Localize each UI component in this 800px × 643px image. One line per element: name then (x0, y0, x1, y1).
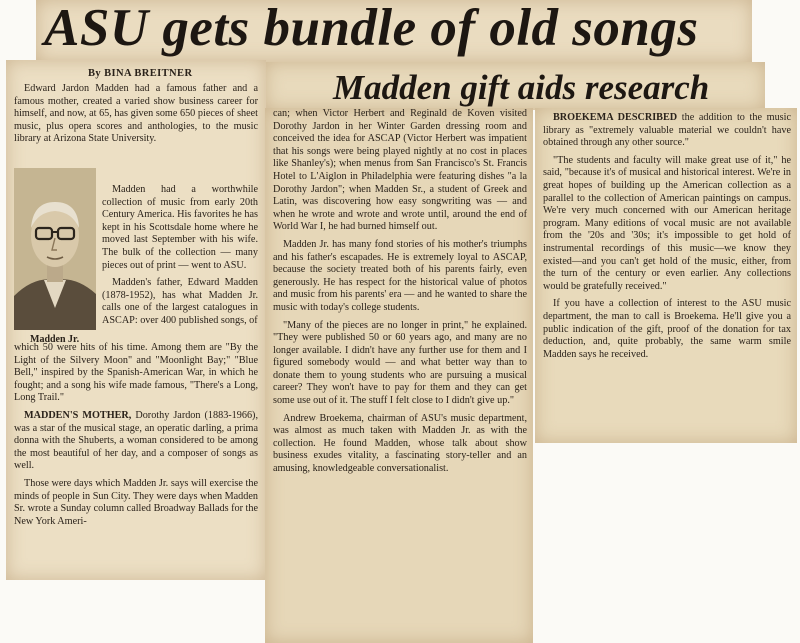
paragraph: Edward Jardon Madden had a famous father and a famous mother, created a varied show business career for himself, and now, at 65, has given some 650 pieces of sheet music, plus opera scores and anthologies, to the music library at Arizona State University. (14, 83, 258, 145)
article-column-1-bottom (14, 342, 258, 533)
article-column-1-beside-photo (102, 184, 258, 333)
paragraph (14, 410, 258, 473)
section-lead: BROEKEMA DESCRIBED (553, 112, 678, 123)
byline: By BINA BREITNER (88, 68, 193, 79)
portrait-photo (14, 168, 96, 330)
paragraph: "The students and faculty will make great use of it," he said, "because it's of musical and historical interest. We're in great hopes of building up the American collection as a parallel to the collection of American paintings on campus. We're very much concerned with our American heritage program. Many editions of vocal music are not available from the '20s and '30s; it's impossible to get hold of instrumental recordings of this music—we know they existed—and you can't get hold of the music, either, from the turn of the century or even earlier. Any collections would be gratefully received." (543, 154, 791, 292)
section-lead: MADDEN'S MOTHER, (24, 409, 132, 421)
article-column-2 (273, 108, 527, 481)
paragraph (543, 112, 791, 150)
article-column-3 (543, 112, 791, 366)
photo-caption: Madden Jr. (30, 334, 80, 345)
paragraph-text: the addition to the music library as "extremely valuable material we couldn't have obtained through any other source." (543, 112, 791, 149)
paragraph: "Many of the pieces are no longer in print," he explained. "They were published 50 or 60 years ago, and many are no longer available. I didn't have any further use for them and I figured somebody would — and what better way than to donate them to young students who are pursuing a musical career? They won't have to pay for them and they can get some use out of it. The stuff I felt close to I didn't give up." (273, 319, 527, 407)
paragraph: Madden's father, Edward Madden (1878-1952), has what Madden Jr. calls one of the largest catalogues in ASCAP: over 400 published songs, of (102, 277, 258, 326)
paragraph: Madden Jr. has many fond stories of his mother's triumphs and his father's escapades. He is extremely loyal to ASCAP, because the society treated both of his parents fairly, even generously. He has respect for the historical value of photos and music from his parents' era — and he wanted to share the music with today's college students. (273, 238, 527, 313)
paragraph-text: Dorothy Jardon (1883-1966), was a star of the musical stage, an operatic darling, a prima donna with the Shuberts, a woman considered to be among the most beautiful of her day, and a composer of songs as well. (14, 409, 258, 472)
paragraph: Those were days which Madden Jr. says will exercise the minds of people in Sun City. They were days when Madden Sr. wrote a Sunday column called Broadway Ballads for the New York Ameri- (14, 477, 258, 527)
paragraph: Andrew Broekema, chairman of ASU's music department, was almost as much taken with Madden Jr. as with the collection. He found Madden, whose talk about show business exudes vitality, a fascinating story-teller and an amusing, knowledgeable conversationalist. (273, 412, 527, 475)
paragraph: can; when Victor Herbert and Reginald de Koven visited Dorothy Jardon in her Winter Garden dressing room and conceived the idea for ASCAP (Victor Herbert was impatient that his songs were being played nightly at no cost in places like Shanley's); when menus from San Francisco's St. Francis Hotel to L'Aiglon in Philadelphia were featuring dishes "a la Dorothy Jardon"; when Madden Sr., a student of Greek and Latin, was discovering how easy songwriting was — and when he wrote and wrote and wrote until, around the end of World War I, he had burned himself out. (273, 108, 527, 233)
article-column-1-top (14, 83, 258, 151)
paragraph: If you have a collection of interest to the ASU music department, the man to call is Broekema. He'll give you a public indication of the gift, proof of the donation for tax deduction, and, quite probably, the same warm smile Madden says he received. (543, 298, 791, 360)
subheadline: Madden gift aids research (333, 68, 710, 107)
paragraph: which 50 were hits of his time. Among them are "By the Light of the Silvery Moon" and "Moonlight Bay;" "Blue Bell," inspired by the Spanish-American War, in which he fought; and a song his wife made famous, "There's a Long, Long Trail." (14, 342, 258, 404)
headline: ASU gets bundle of old songs (44, 0, 699, 57)
portrait-image (14, 168, 96, 330)
paragraph: Madden had a worthwhile collection of music from early 20th Century America. His favorites he has kept in his Scottsdale home where he moved last September with his wife. The bulk of the collection — many pieces out of print — went to ASU. (102, 184, 258, 271)
